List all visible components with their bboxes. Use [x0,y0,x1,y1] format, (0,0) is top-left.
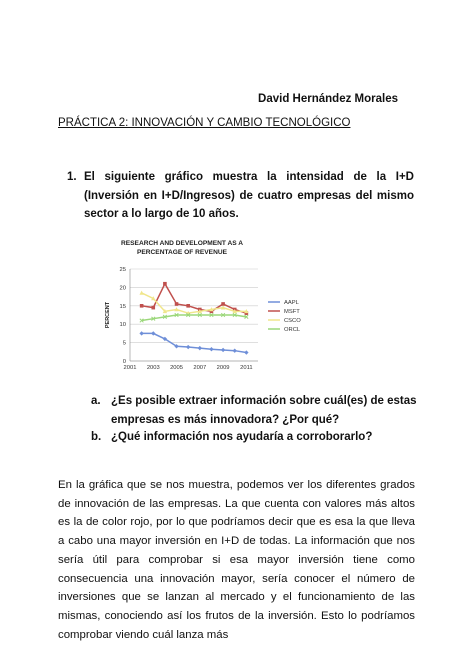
y-tick-label: 5 [122,340,126,347]
data-point [151,306,155,310]
question-number: 1. [67,171,77,183]
legend-label: MSFT [284,309,300,315]
subquestion-a [91,392,421,429]
practice-title: PRÁCTICA 2: INNOVACIÓN Y CAMBIO TECNOLÓGICO [58,117,351,129]
author-name: David Hernández Morales [258,93,398,105]
subquestion-b [91,428,421,447]
y-tick-label: 0 [122,359,126,365]
y-tick-label: 20 [119,285,126,292]
x-tick-label: 2005 [170,365,183,371]
y-tick-label: 10 [119,322,126,329]
y-tick-label: 15 [119,303,126,310]
subquestion-text: ¿Es posible extraer información sobre cuál(es) de estas empresas es más innovadora? ¿Por qué? [111,395,417,426]
chart-title-line2: PERCENTAGE OF REVENUE [136,249,228,256]
question-text: El siguiente gráfico muestra la intensidad de la I+D (Inversión en I+D/Ingresos) de cuatro empresas del mismo sector a lo largo de 10 años. [84,171,414,220]
y-tick-label: 25 [119,267,126,273]
y-axis-label: PERCENT [105,301,111,329]
subquestion-text: ¿Qué información nos ayudaría a corroborarlo? [111,431,373,443]
answer-text: En la gráfica que se nos muestra, podemos ver los diferentes grados de innovación de las empresas. La que cuenta con valores más altos es la de color rojo, por lo que podríamos decir que es esa la que lleva a cabo una mayor inversión en I+D de todas. La información que nos sería útil para comprobar si esa mayor inversión tiene como consecuencia una innovación mayor, sería conocer el número de inversiones que se lanzan al mercado y el funcionamiento de las mismas, conociendo así los frutos de la inversión. Esto lo podríamos comprobar viendo cuál lanza más [58,479,415,641]
legend-label: CSCO [284,318,301,324]
chart-title-line1: RESEARCH AND DEVELOPMENT AS A [121,240,243,247]
question-1 [67,168,414,224]
x-tick-label: 2009 [216,365,230,371]
x-tick-label: 2011 [240,365,253,371]
data-point [163,282,167,286]
x-tick-label: 2001 [123,365,137,371]
data-point [186,304,190,308]
subquestion-label: b. [91,431,102,443]
answer-paragraph [58,476,415,644]
legend-label: ORCL [284,327,301,333]
data-point [221,302,225,306]
x-tick-label: 2003 [146,365,160,371]
data-point [140,304,144,308]
x-tick-label: 2007 [193,365,207,371]
data-point [175,302,179,306]
subquestion-label: a. [91,395,101,407]
legend-label: AAPL [284,300,299,306]
rd-chart [102,233,314,371]
